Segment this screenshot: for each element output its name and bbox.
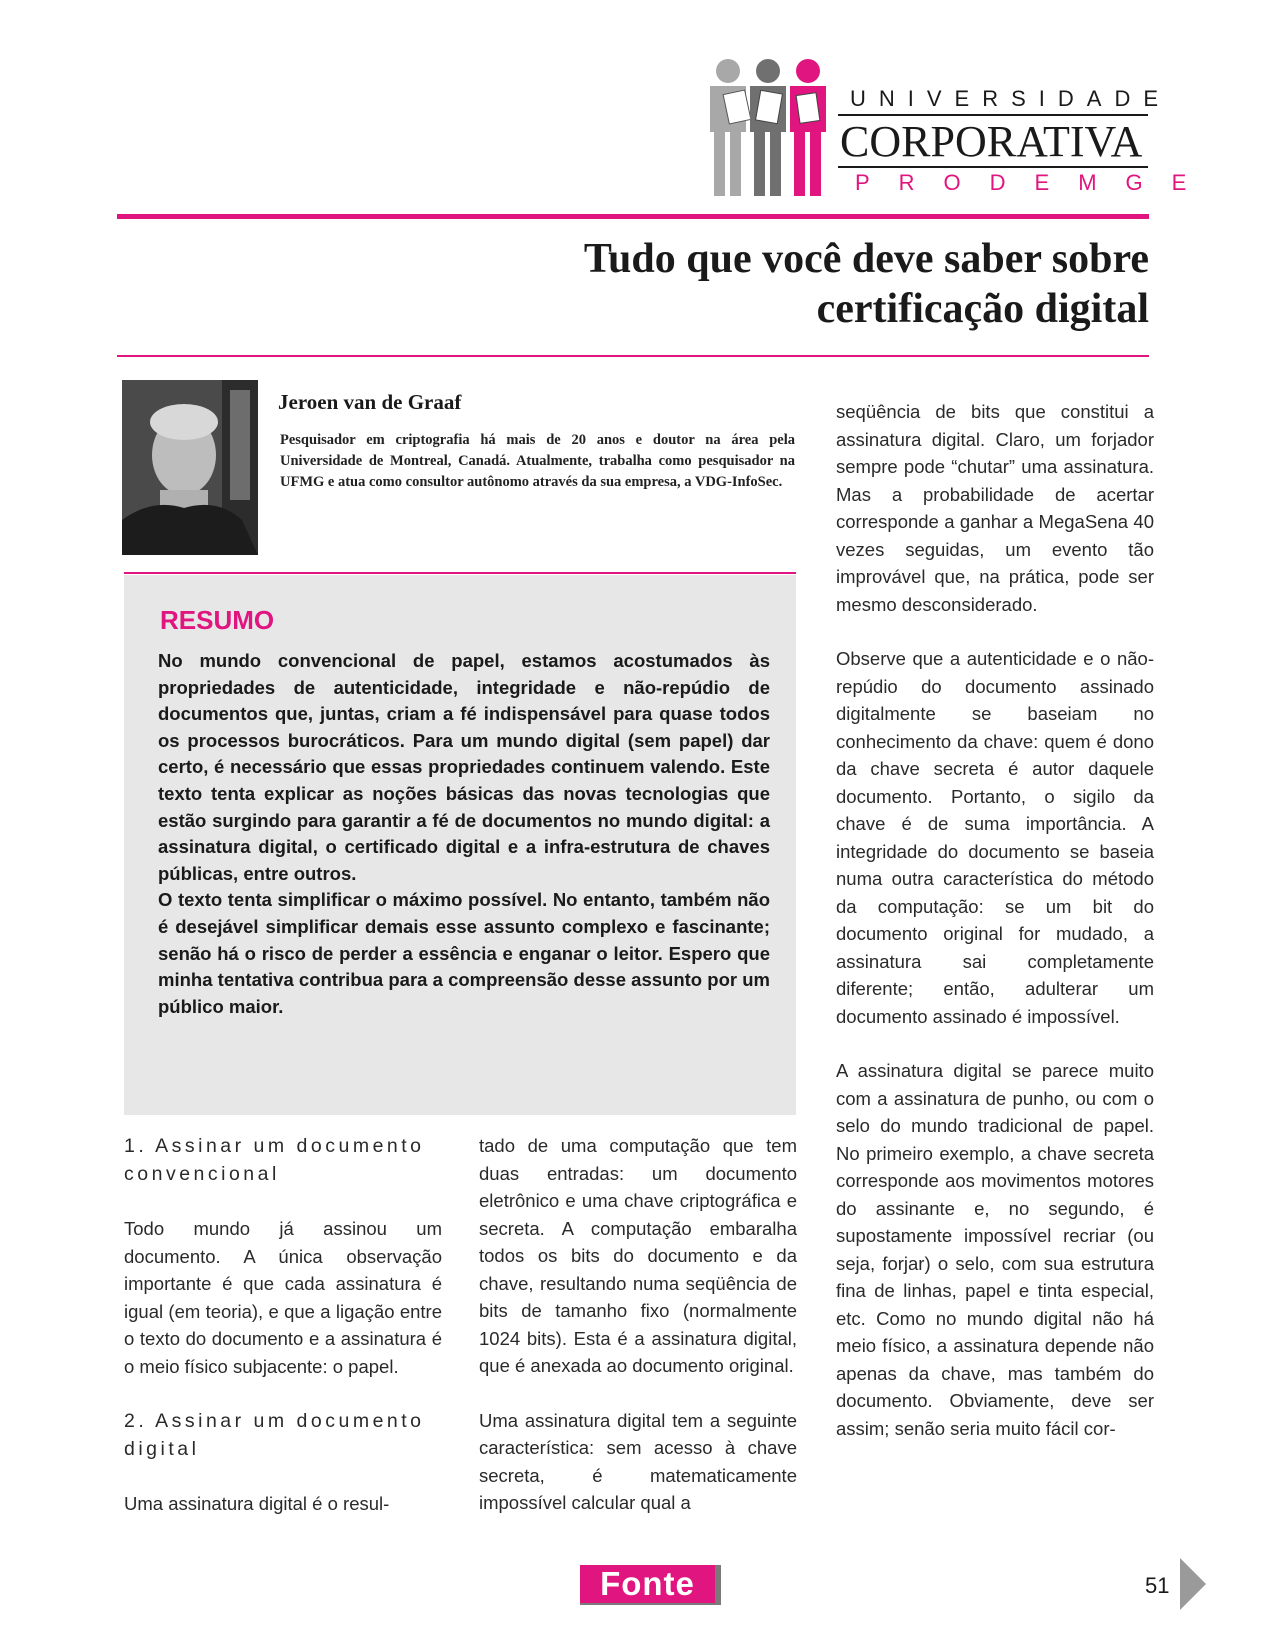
header-rule [117, 214, 1149, 219]
resumo-text [158, 648, 770, 1020]
resumo-paragraph-2: O texto tenta simplificar o máximo possível. No entanto, também não é desejável simplificar demais esse assunto complexo e fascinante; senão há o risco de perder a essência e enganar o leitor. Espero que minha tentativa contribua para a compreensão desse assunto por um público maior. [158, 889, 770, 1017]
resumo-title: RESUMO [160, 605, 275, 635]
resumo-paragraph-1: No mundo convencional de papel, estamos acostumados às propriedades de autenticidade, integridade e não-repúdio de documentos que, juntas, criam a fé indispensável para quase todos os processos burocráticos. Para um mundo digital (sem papel) dar certo, é necessário que essas propriedades continuem valendo. Este texto tenta explicar as noções básicas das novas tecnologias que estão surgindo para garantir a fé de documentos no mundo digital: a assinatura digital, o certificado digital e a infra-estrutura de chaves públicas, entre outros. [158, 650, 770, 884]
page-number: 51 [1145, 1573, 1170, 1598]
author-name: Jeroen van de Graaf [278, 390, 462, 414]
author-portrait-icon [122, 380, 258, 555]
author-bio: Pesquisador em criptografia há mais de 20 anos e doutor na área pela Universidade de Montreal, Canadá. Atualmente, trabalha como pesquisador na UFMG e atua como consultor autônomo através da sua empresa, a VDG-InfoSec. [280, 432, 795, 490]
column-2 [479, 1132, 797, 1544]
title-rule [117, 355, 1149, 357]
logo-prodemge: PRODEMGE [855, 170, 1216, 195]
column-1-paragraph-1: Todo mundo já assinou um documento. A única observação importante é que cada assinatura é igual (em teoria), e que a ligação entre o texto do documento e a assinatura é o meio físico subjacente: o papel. [124, 1218, 442, 1377]
section-heading-2: 2. Assinar um documento digital [124, 1410, 425, 1460]
title-line-1: Tudo que você deve saber sobre [583, 236, 1149, 282]
column-3 [836, 398, 1154, 1469]
page-arrow-icon [1180, 1558, 1206, 1610]
column-3-paragraph-2: Observe que a autenticidade e o não-repúdio do documento assinado digitalmente se baseiam no conhecimento da chave: quem é dono da chave secreta é autor daquele documento. Portanto, o sigilo da chave é de suma importância. A integridade do documento se baseia numa outra característica do método da computação: se um bit do documento original for mudado, a assinatura sai completamente diferente; então, adulterar um documento assinado é impossível. [836, 648, 1154, 1027]
column-3-paragraph-3: A assinatura digital se parece muito com a assinatura de punho, ou com o selo do mundo tradicional de papel. No primeiro exemplo, a chave secreta corresponde aos movimentos motores do assinante e, no segundo, é supostamente impossível recriar (ou seja, forjar) o selo, com sua estrutura fina de linhas, papel e tinta especial, etc. Como no mundo digital não há meio físico, a assinatura depende não apenas da chave, mas também do documento. Obviamente, deve ser assim; senão seria muito fácil cor- [836, 1060, 1154, 1439]
logo-divider-bottom [838, 166, 1148, 168]
column-1 [124, 1132, 442, 1545]
section-heading-1: 1. Assinar um documento convencional [124, 1135, 425, 1185]
logo [706, 56, 856, 198]
title-line-2: certificação digital [816, 286, 1149, 332]
author-photo [122, 380, 258, 555]
logo-universidade: UNIVERSIDADE [850, 86, 1172, 111]
column-2-paragraph-1: tado de uma computação que tem duas entradas: um documento eletrônico e uma chave criptográfica e secreta. A computação embaralha todos os bits do documento e da chave, resultando numa seqüência de bits de tamanho fixo (normalmente 1024 bits). Esta é a assinatura digital, que é anexada ao documento original. [479, 1135, 797, 1376]
people-figures-icon [706, 56, 856, 198]
column-3-paragraph-1: seqüência de bits que constitui a assinatura digital. Claro, um forjador sempre pode “chutar” uma assinatura. Mas a probabilidade de acertar corresponde a ganhar a MegaSena 40 vezes seguidas, um evento tão improvável que, na prática, pode ser mesmo desconsiderado. [836, 401, 1154, 615]
section-badge: Fonte [580, 1565, 721, 1605]
logo-corporativa: CORPORATIVA [840, 117, 1143, 166]
resumo-rule [124, 572, 796, 574]
article-title [584, 234, 1149, 334]
column-2-paragraph-2: Uma assinatura digital tem a seguinte característica: sem acesso à chave secreta, é matematicamente impossível calcular qual a [479, 1409, 797, 1513]
column-1-paragraph-2: Uma assinatura digital é o resul- [124, 1493, 390, 1514]
